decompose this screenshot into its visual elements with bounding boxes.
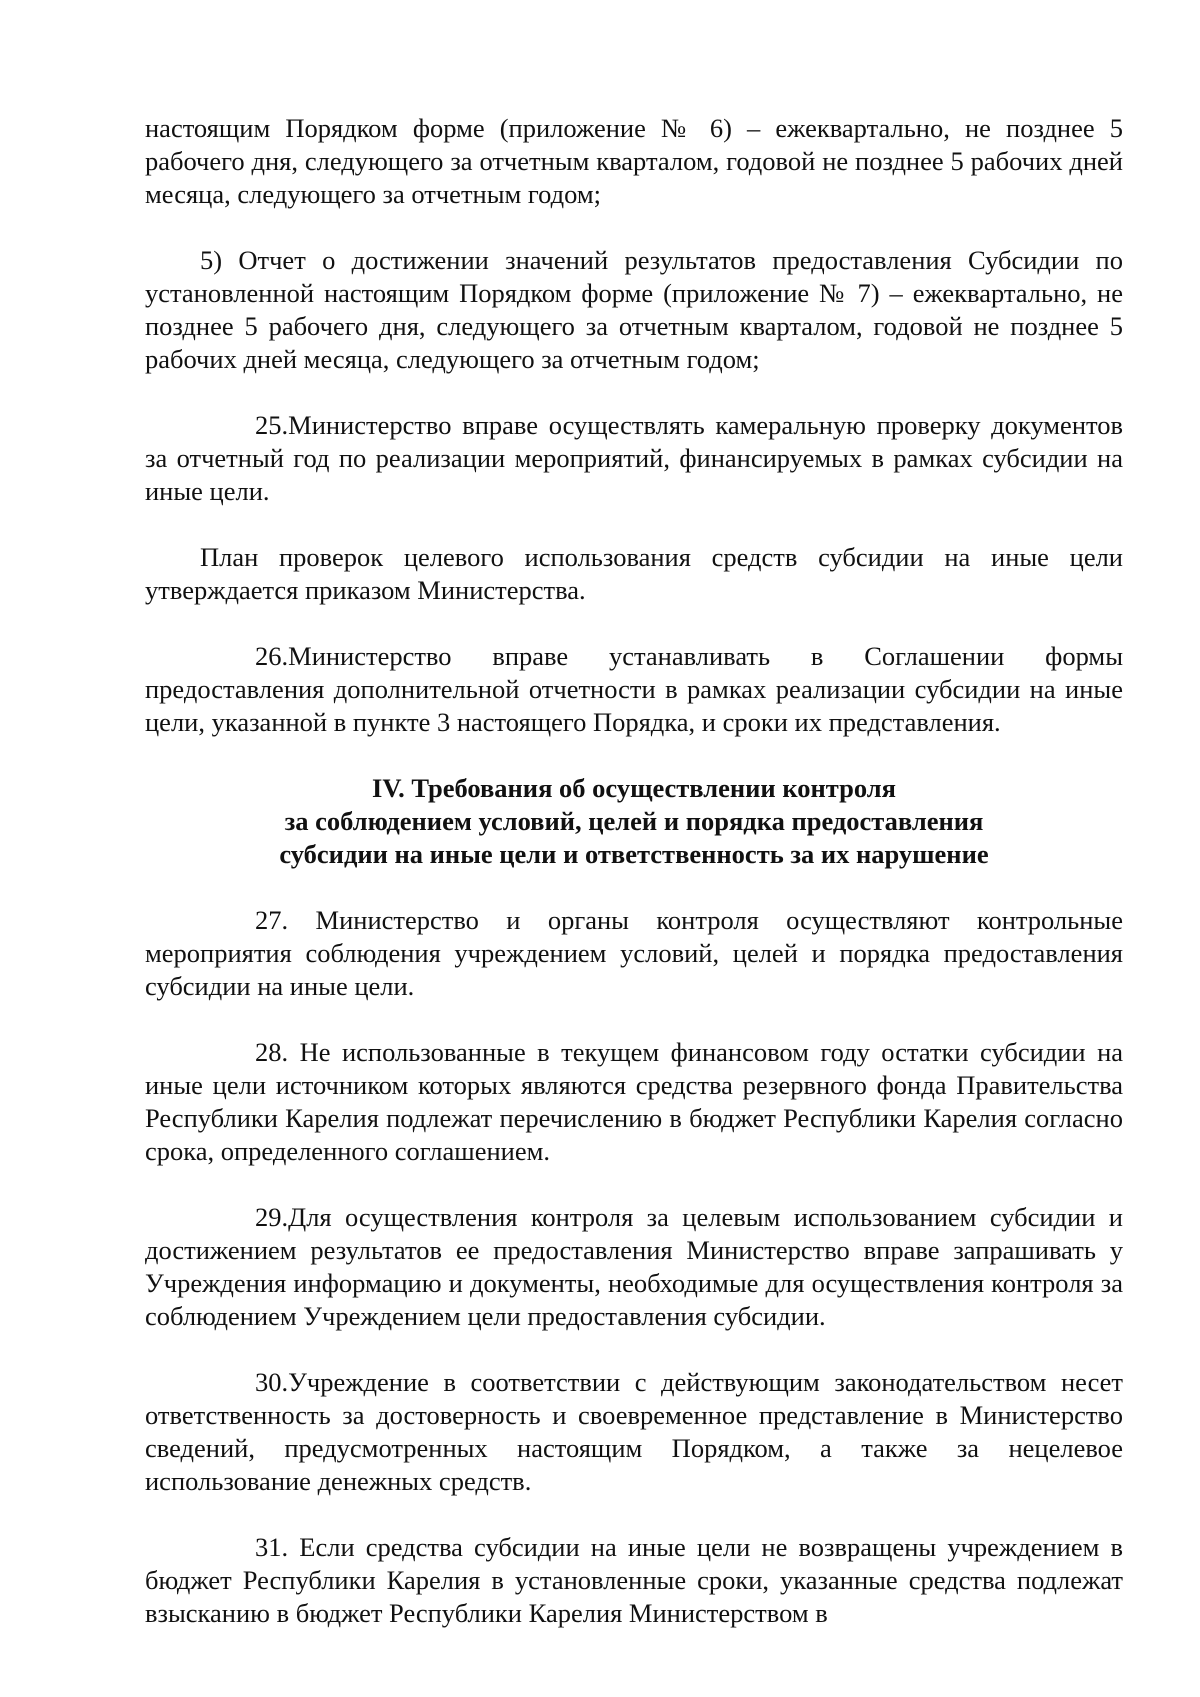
paragraph-plan bbox=[145, 541, 1123, 607]
paragraph-number: 27. bbox=[255, 905, 289, 935]
paragraph-number: 28. bbox=[255, 1037, 289, 1067]
paragraph-27 bbox=[145, 904, 1123, 1003]
section-heading bbox=[145, 772, 1123, 871]
paragraph-25 bbox=[145, 409, 1123, 508]
paragraph-continuation bbox=[145, 112, 1123, 211]
paragraph-number: 29. bbox=[255, 1202, 289, 1232]
paragraph-text: 5) Отчет о достижении значений результатов предоставления Субсидии по установленной настоящим Порядком форме (приложение № 7) – ежеквартально, не позднее 5 рабочего дня, следующего за отчетным кварталом, годовой не позднее 5 рабочих дней месяца, следующего за отчетным годом; bbox=[145, 245, 1123, 374]
paragraph-28 bbox=[145, 1036, 1123, 1168]
paragraph-text: Если средства субсидии на иные цели не возвращены учреждением в бюджет Республики Карелия в установленные сроки, указанные средства подлежат взысканию в бюджет Республики Карелия Министерством в bbox=[145, 1532, 1124, 1628]
paragraph-text: Для осуществления контроля за целевым использованием субсидии и достижением результатов ее предоставления Министерство вправе запрашивать у Учреждения информацию и документы, необходимые для осуществления контроля за соблюдением Учреждением цели предоставления субсидии. bbox=[145, 1202, 1123, 1331]
section-heading-line-2: за соблюдением условий, целей и порядка предоставления bbox=[284, 806, 984, 836]
paragraph-text: Министерство и органы контроля осуществляют контрольные мероприятия соблюдения учреждением условий, целей и порядка предоставления субсидии на иные цели. bbox=[145, 905, 1123, 1001]
paragraph-number: 26. bbox=[255, 641, 289, 671]
paragraph-text: Не использованные в текущем финансовом году остатки субсидии на иные цели источником которых являются средства резервного фонда Правительства Республики Карелия подлежат перечислению в бюджет Республики Карелия согласно срока, определенного соглашением. bbox=[145, 1037, 1124, 1166]
paragraph-31 bbox=[145, 1531, 1123, 1630]
paragraph-number: 25. bbox=[255, 410, 289, 440]
section-heading-line-1: IV. Требования об осуществлении контроля bbox=[372, 773, 896, 803]
paragraph-text: Министерство вправе осуществлять камеральную проверку документов за отчетный год по реализации мероприятий, финансируемых в рамках субсидии на иные цели. bbox=[145, 410, 1123, 506]
paragraph-text: настоящим Порядком форме (приложение № 6) – ежеквартально, не позднее 5 рабочего дня, следующего за отчетным кварталом, годовой не позднее 5 рабочих дней месяца, следующего за отчетным годом; bbox=[145, 113, 1123, 209]
section-heading-line-3: субсидии на иные цели и ответственность за их нарушение bbox=[279, 839, 989, 869]
paragraph-number: 31. bbox=[255, 1532, 289, 1562]
paragraph-30 bbox=[145, 1366, 1123, 1498]
paragraph-item-5 bbox=[145, 244, 1123, 376]
paragraph-text: Министерство вправе устанавливать в Соглашении формы предоставления дополнительной отчетности в рамках реализации субсидии на иные цели, указанной в пункте 3 настоящего Порядка, и сроки их представления. bbox=[145, 641, 1123, 737]
paragraph-26 bbox=[145, 640, 1123, 739]
document-page bbox=[145, 112, 1123, 1663]
paragraph-29 bbox=[145, 1201, 1123, 1333]
paragraph-text: Учреждение в соответствии с действующим законодательством несет ответственность за достоверность и своевременное представление в Министерство сведений, предусмотренных настоящим Порядком, а также за нецелевое использование денежных средств. bbox=[145, 1367, 1123, 1496]
paragraph-text: План проверок целевого использования средств субсидии на иные цели утверждается приказом Министерства. bbox=[145, 542, 1123, 605]
paragraph-number: 30. bbox=[255, 1367, 289, 1397]
